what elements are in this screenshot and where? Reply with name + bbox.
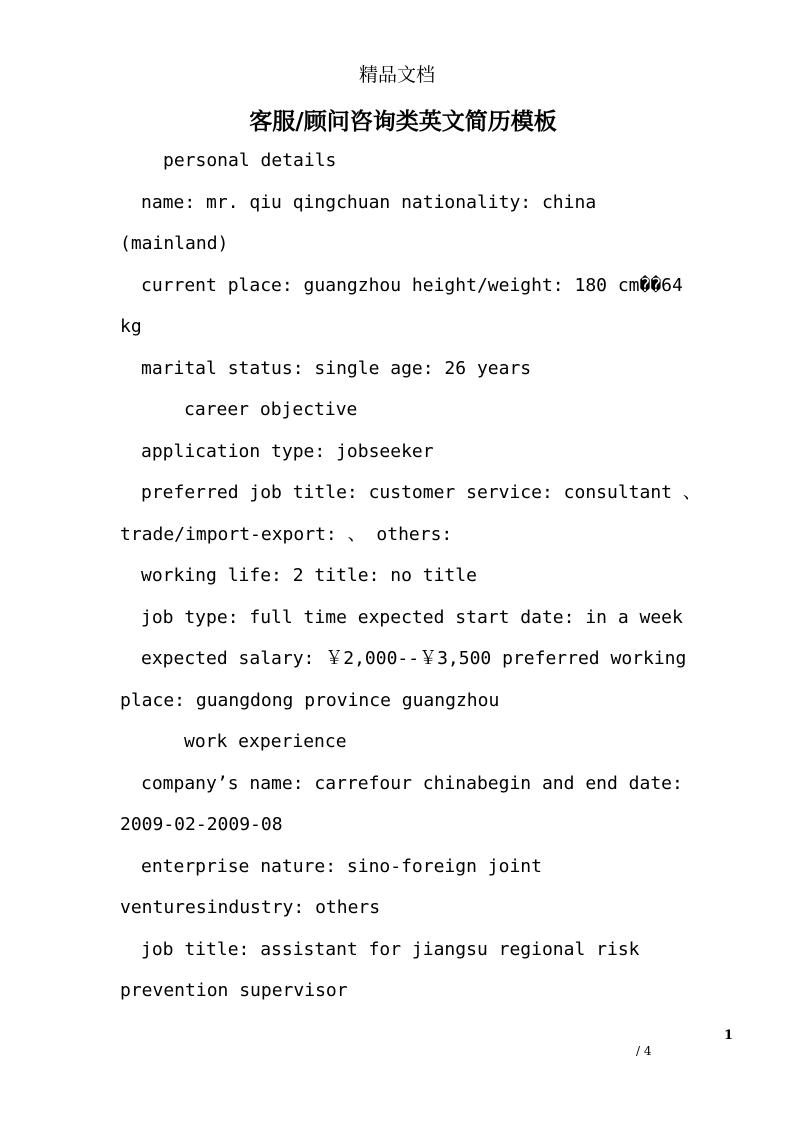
job-type-line: job type: full time expected start date: in a week	[141, 606, 683, 628]
preferred-job-title-line-continued: trade/import-export: 、 others:	[120, 523, 453, 545]
working-life-line: working life: 2 title: no title	[141, 565, 477, 586]
document-title: 客服/顾问咨询类英文简历模板	[249, 108, 557, 135]
section-heading-work-experience: work experience	[184, 731, 347, 752]
expected-salary-line-continued: place: guangdong province guangzhou	[120, 689, 500, 711]
job-title-line: job title: assistant for jiangsu regional risk	[141, 938, 640, 960]
enterprise-nature-line: enterprise nature: sino-foreign joint	[141, 855, 542, 877]
expected-salary-line: expected salary: ￥2,000--￥3,500 preferred working	[141, 648, 687, 669]
current-place-line-continued: kg	[120, 316, 142, 337]
resume-body	[120, 140, 701, 1012]
section-heading-personal-details: personal details	[163, 150, 337, 171]
current-place-line: current place: guangzhou height/weight: 180 cm��64	[141, 274, 683, 296]
name-line: name: mr. qiu qingchuan nationality: china	[141, 191, 597, 213]
section-heading-career-objective: career objective	[184, 399, 358, 420]
page-number: 1	[724, 1028, 734, 1043]
page-total: / 4	[636, 1044, 652, 1058]
job-title-line-continued: prevention supervisor	[120, 980, 348, 1001]
preferred-job-title-line: preferred job title: customer service: consultant 、	[141, 482, 701, 503]
enterprise-nature-line-continued: venturesindustry: others	[120, 897, 381, 918]
marital-status-line: marital status: single age: 26 years	[141, 357, 532, 379]
company-name-line: company’s name: carrefour chinabegin and end date:	[141, 772, 683, 794]
company-name-line-continued: 2009-02-2009-08	[120, 814, 283, 835]
name-line-continued: (mainland)	[120, 233, 229, 254]
document-header: 精品文档	[358, 64, 435, 86]
application-type-line: application type: jobseeker	[141, 440, 434, 462]
